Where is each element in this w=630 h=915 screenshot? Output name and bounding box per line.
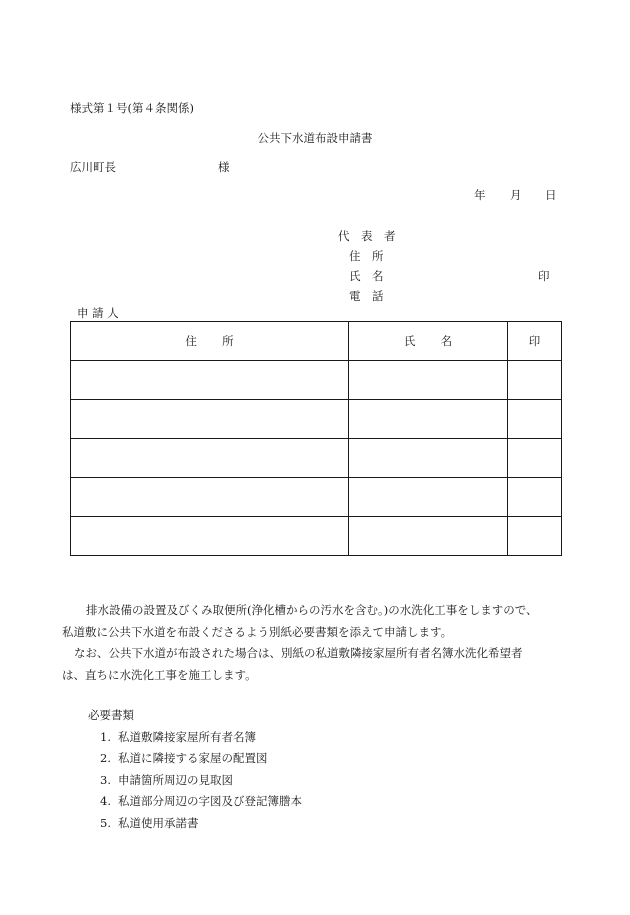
cell-address[interactable] [71, 439, 349, 478]
cell-name[interactable] [349, 478, 508, 517]
representative-address-label: 住 所 [349, 249, 384, 263]
cell-address[interactable] [71, 517, 349, 556]
required-documents-heading: 必要書類 [88, 708, 134, 722]
list-item-number: 5. [100, 815, 111, 830]
representative-label: 代 表 者 [338, 229, 396, 243]
body-line-3: なお、公共下水道が布設された場合は、別紙の私道敷隣接家屋所有者名簿水洗化希望者 [74, 646, 523, 660]
list-item [88, 770, 302, 792]
header-name: 氏名 [349, 322, 508, 361]
cell-name[interactable] [349, 361, 508, 400]
table-row [71, 517, 562, 556]
addressee-honorific: 様 [218, 160, 230, 174]
page-title: 公共下水道布設申請書 [257, 131, 373, 145]
body-line-2: 私道敷に公共下水道を布設くださるよう別紙必要書類を添えて申請します。 [62, 624, 453, 639]
cell-seal[interactable] [508, 439, 562, 478]
list-item [88, 727, 302, 749]
header-address: 住所 [71, 322, 349, 361]
list-item-number: 3. [100, 772, 111, 787]
cell-address[interactable] [71, 478, 349, 517]
cell-name[interactable] [349, 400, 508, 439]
list-item [88, 813, 302, 835]
application-body [62, 600, 572, 686]
cell-address[interactable] [71, 361, 349, 400]
representative-phone-label: 電 話 [349, 289, 384, 303]
list-item-text: 私道使用承諾書 [118, 815, 199, 830]
list-item-text: 私道敷隣接家屋所有者名簿 [118, 729, 256, 744]
table-header-row [71, 322, 562, 361]
required-documents [88, 705, 302, 834]
cell-seal[interactable] [508, 400, 562, 439]
table-row [71, 400, 562, 439]
date-year-label: 年 [474, 188, 486, 202]
list-item-number: 1. [100, 729, 111, 744]
list-item-text: 申請箇所周辺の見取図 [118, 772, 233, 787]
list-item-number: 4. [100, 794, 111, 808]
addressee-name: 広川町長 [70, 160, 116, 174]
body-line-1: 排水設備の設置及びくみ取便所(浄化槽からの汚水を含む。)の水洗化工事をしますので、 [86, 603, 538, 617]
representative-name-label: 氏 名 [349, 269, 384, 283]
table-row [71, 439, 562, 478]
cell-seal[interactable] [508, 478, 562, 517]
cell-name[interactable] [349, 439, 508, 478]
list-item-text: 私道に隣接する家屋の配置図 [118, 751, 268, 765]
applicant-label: 申 請 人 [77, 306, 119, 320]
date-day-label: 日 [545, 188, 557, 202]
header-seal: 印 [508, 322, 562, 361]
cell-seal[interactable] [508, 361, 562, 400]
form-number: 様式第１号(第４条関係) [70, 101, 194, 115]
cell-address[interactable] [71, 400, 349, 439]
cell-name[interactable] [349, 517, 508, 556]
applicant-table [70, 321, 562, 556]
cell-seal[interactable] [508, 517, 562, 556]
list-item [88, 748, 302, 770]
date-month-label: 月 [510, 188, 522, 202]
representative-seal-label: 印 [538, 269, 550, 283]
list-item-number: 2. [100, 751, 111, 765]
body-line-4: は、直ちに水洗化工事を施工します。 [62, 667, 257, 682]
table-row [71, 361, 562, 400]
table-row [71, 478, 562, 517]
list-item-text: 私道部分周辺の字図及び登記簿謄本 [118, 794, 302, 808]
list-item [88, 791, 302, 813]
